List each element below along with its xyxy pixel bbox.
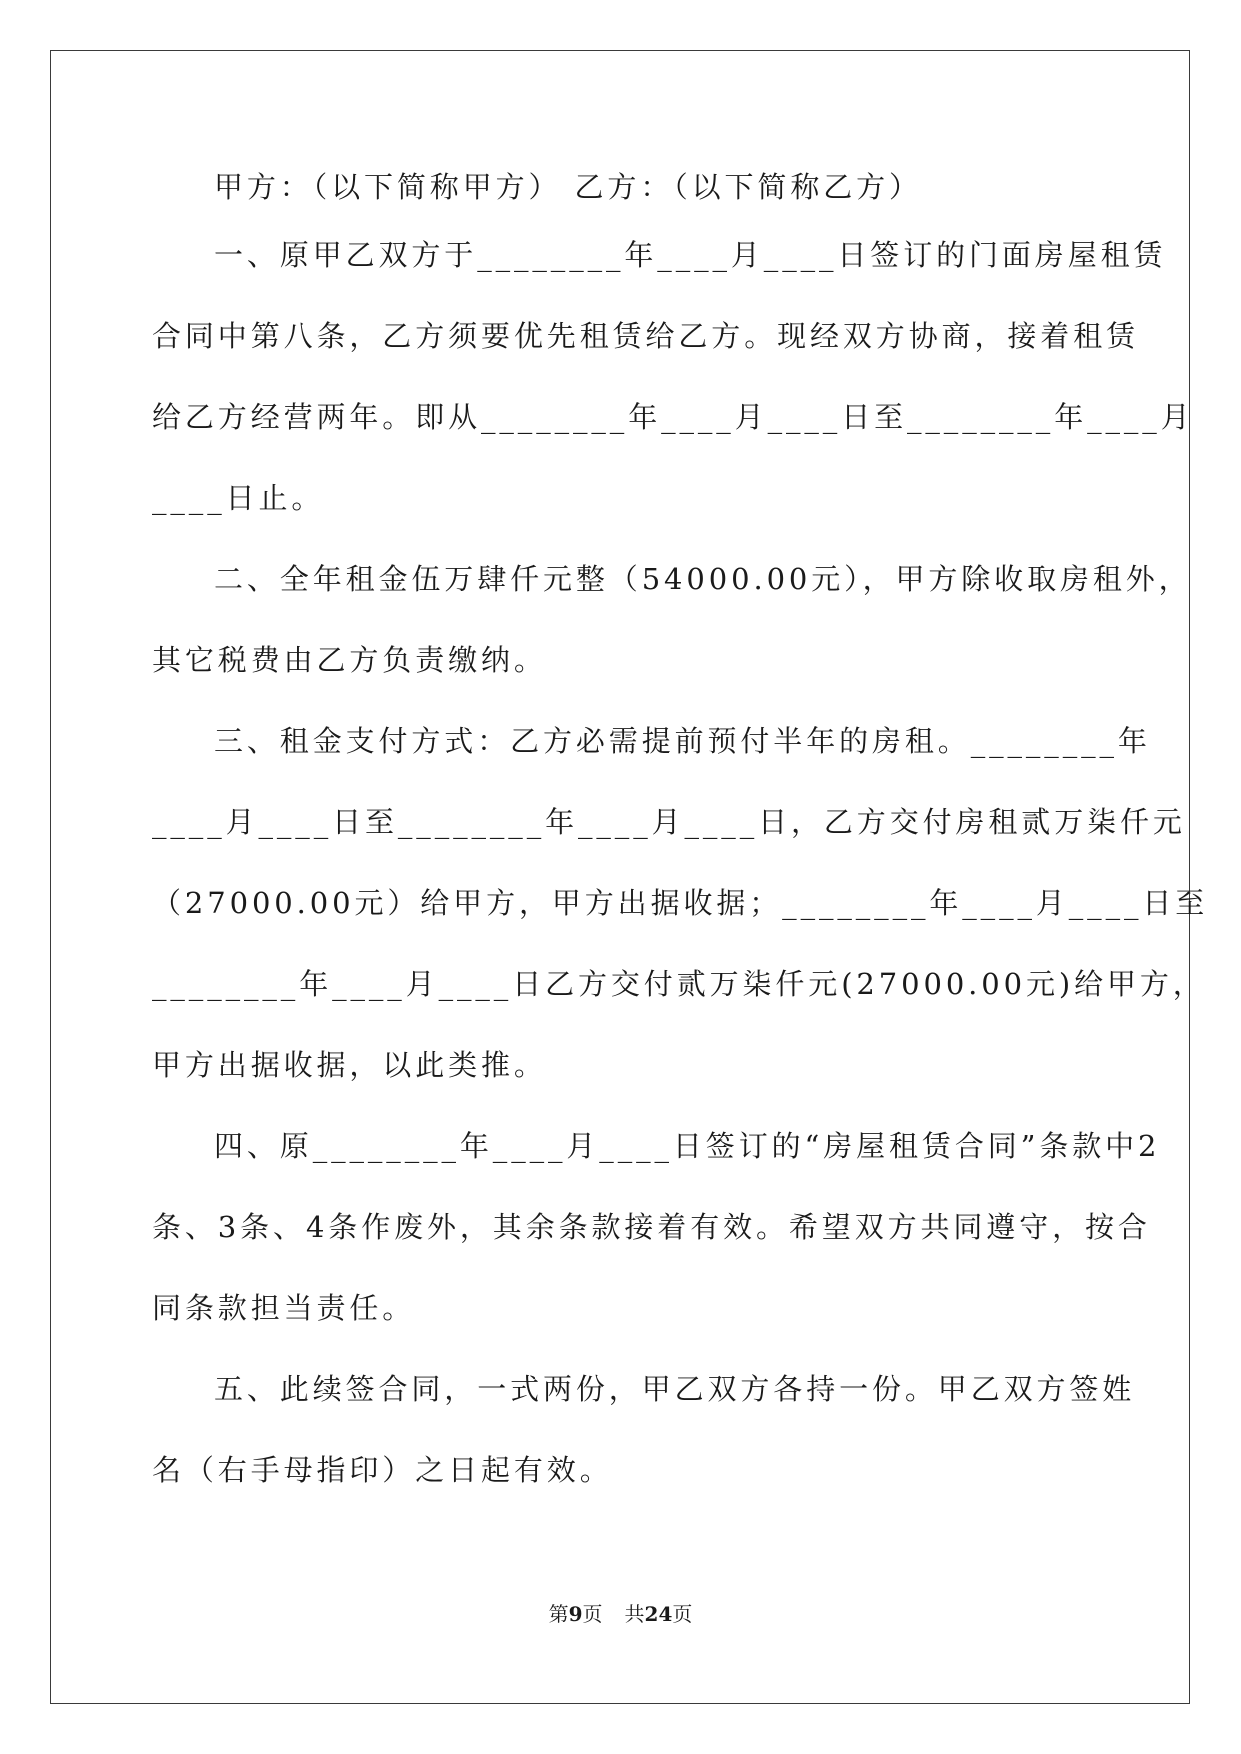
- total-label-prefix: 共: [624, 1602, 645, 1626]
- page-footer: [0, 1602, 1241, 1626]
- clause-3-line-5: 甲方出据收据，以此类推。: [152, 1048, 547, 1082]
- party-intro-line: 甲方：（以下简称甲方） 乙方：（以下简称乙方）: [214, 170, 922, 204]
- clause-2-line-2: 其它税费由乙方负责缴纳。: [152, 643, 547, 677]
- clause-1-line-1: 一、原甲乙双方于________年____月____日签订的门面房屋租赁: [214, 238, 1167, 272]
- total-label-suffix: 页: [672, 1602, 693, 1626]
- document-body: [152, 160, 1209, 1511]
- clause-5-line-2: 名（右手母指印）之日起有效。: [152, 1453, 613, 1487]
- clause-3-line-4: ________年____月____日乙方交付贰万柒仟元(27000.00元)给甲方，: [152, 967, 1206, 1001]
- page-number: 9: [568, 1602, 583, 1626]
- total-pages: 24: [644, 1602, 673, 1626]
- clause-4-line-1: 四、原________年____月____日签订的“房屋租赁合同”条款中2: [214, 1129, 1161, 1163]
- clause-1-line-2: 合同中第八条，乙方须要优先租赁给乙方。现经双方协商，接着租赁: [152, 319, 1140, 353]
- page-label-prefix: 第: [548, 1602, 569, 1626]
- clause-5-line-1: 五、此续签合同，一式两份，甲乙双方各持一份。甲乙双方签姓: [214, 1372, 1136, 1406]
- clause-1-line-3: 给乙方经营两年。即从________年____月____日至________年____月: [152, 400, 1194, 434]
- clause-4-line-2: 条、3条、4条作废外，其余条款接着有效。希望双方共同遵守，按合: [152, 1210, 1151, 1244]
- clause-1-line-4: ____日止。: [152, 481, 325, 515]
- clause-3-line-1: 三、租金支付方式：乙方必需提前预付半年的房租。________年: [214, 724, 1151, 758]
- clause-2-line-1: 二、全年租金伍万肆仟元整（54000.00元），甲方除收取房租外，: [214, 562, 1192, 596]
- clause-4-line-3: 同条款担当责任。: [152, 1291, 416, 1325]
- clause-3-line-2: ____月____日至________年____月____日，乙方交付房租贰万柒仟元: [152, 805, 1186, 839]
- clause-3-line-3: （27000.00元）给甲方，甲方出据收据；________年____月____日至: [152, 886, 1209, 920]
- page-label-suffix: 页: [582, 1602, 603, 1626]
